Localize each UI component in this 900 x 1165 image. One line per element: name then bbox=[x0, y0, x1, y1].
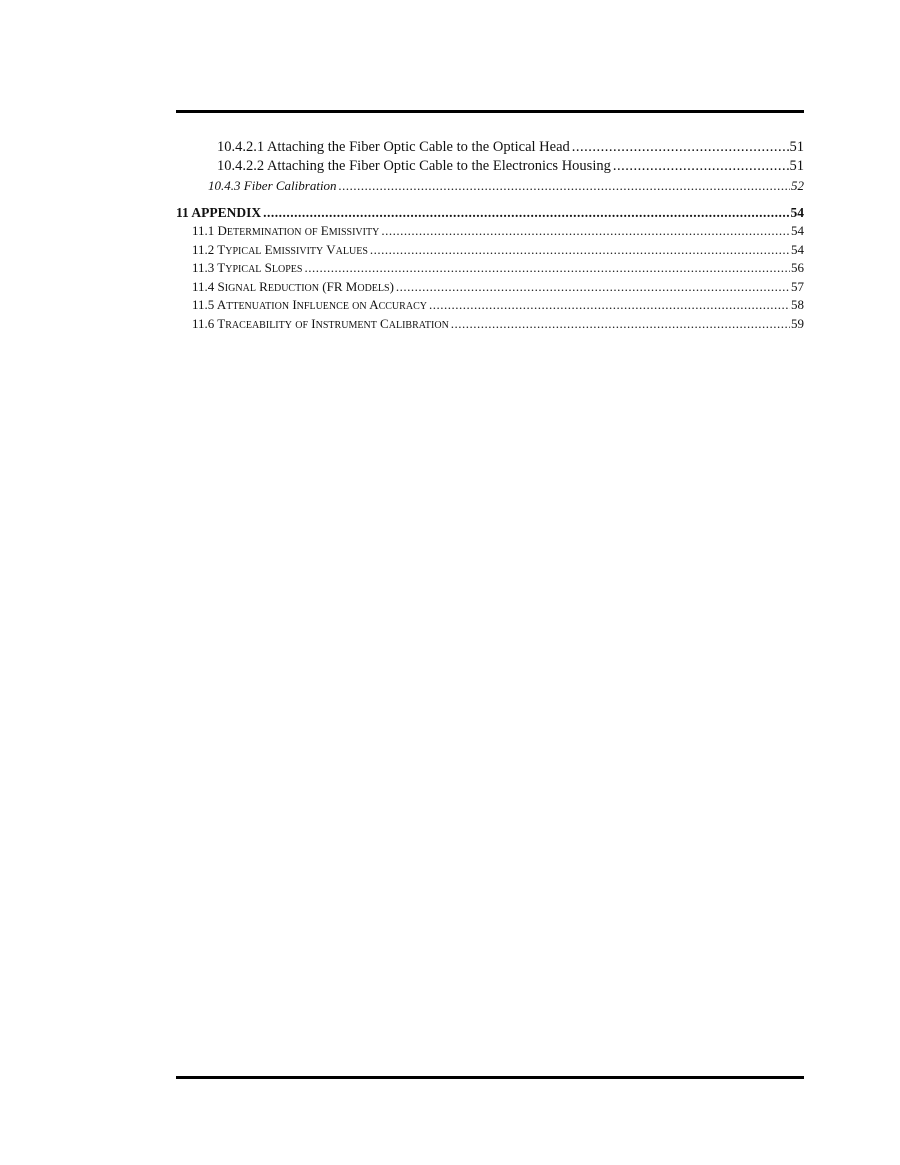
table-of-contents bbox=[176, 138, 804, 334]
toc-entry-page: 52 bbox=[791, 178, 804, 193]
toc-entry-11-4[interactable] bbox=[176, 278, 804, 297]
toc-entry-title-text: SIGNAL REDUCTION (FR MODELS) bbox=[217, 278, 394, 294]
toc-entry-title: 11.1 DETERMINATION OF EMISSIVITY bbox=[192, 223, 380, 238]
toc-entry-page: 51 bbox=[789, 139, 804, 155]
toc-entry-page: 51 bbox=[789, 158, 804, 174]
toc-entry-title: 10.4.2.1 Attaching the Fiber Optic Cable to the Optical Head bbox=[217, 139, 570, 155]
toc-entry-page: 58 bbox=[791, 297, 804, 313]
toc-entry-title: 10.4.2.2 Attaching the Fiber Optic Cable to the Electronics Housing bbox=[217, 158, 611, 174]
toc-entry-title-text: ATTENUATION INFLUENCE ON ACCURACY bbox=[216, 297, 427, 313]
dot-leader bbox=[396, 278, 790, 297]
toc-entry-title: 11.4 SIGNAL REDUCTION (FR MODELS) bbox=[192, 278, 394, 294]
toc-entry-title-text: TRACEABILITY OF INSTRUMENT CALIBRATION bbox=[217, 315, 449, 331]
dot-leader bbox=[263, 203, 789, 222]
toc-entry-title: 11 APPENDIX bbox=[176, 205, 262, 220]
toc-entry-title: 11.2 TYPICAL EMISSIVITY VALUES bbox=[192, 241, 368, 257]
toc-entry-page: 54 bbox=[791, 223, 804, 238]
dot-leader bbox=[304, 259, 790, 278]
toc-entry-title-text: DETERMINATION OF EMISSIVITY bbox=[217, 223, 380, 238]
toc-entry-page: 56 bbox=[791, 260, 804, 276]
toc-entry-title-text: TYPICAL SLOPES bbox=[217, 260, 303, 276]
toc-entry-page: 59 bbox=[791, 315, 804, 331]
toc-entry-page: 54 bbox=[791, 241, 804, 257]
toc-entry-10-4-3[interactable] bbox=[176, 176, 804, 195]
dot-leader bbox=[451, 315, 790, 334]
toc-entry-title: 11.6 TRACEABILITY OF INSTRUMENT CALIBRATION bbox=[192, 315, 449, 331]
dot-leader bbox=[370, 241, 790, 260]
toc-entry-11-1[interactable] bbox=[176, 222, 804, 241]
toc-entry-title: 10.4.3 Fiber Calibration bbox=[208, 178, 337, 193]
toc-entry-page: 54 bbox=[790, 205, 804, 220]
dot-leader bbox=[613, 157, 789, 176]
toc-entry-title: 11.5 ATTENUATION INFLUENCE ON ACCURACY bbox=[192, 297, 427, 313]
dot-leader bbox=[429, 296, 790, 315]
toc-entry-title-text: TYPICAL EMISSIVITY VALUES bbox=[217, 241, 368, 257]
toc-entry-11-2[interactable] bbox=[176, 241, 804, 260]
dot-leader bbox=[381, 222, 790, 241]
toc-entry-10-4-2-2[interactable] bbox=[176, 157, 804, 176]
dot-leader bbox=[339, 176, 790, 195]
dot-leader bbox=[572, 138, 789, 157]
toc-entry-11[interactable] bbox=[176, 203, 804, 222]
toc-entry-10-4-2-1[interactable] bbox=[176, 138, 804, 157]
toc-entry-11-6[interactable] bbox=[176, 315, 804, 334]
toc-entry-page: 57 bbox=[791, 278, 804, 294]
footer-rule bbox=[176, 1076, 804, 1079]
toc-entry-11-5[interactable] bbox=[176, 296, 804, 315]
toc-entry-title: 11.3 TYPICAL SLOPES bbox=[192, 260, 303, 276]
toc-entry-11-3[interactable] bbox=[176, 259, 804, 278]
header-rule bbox=[176, 110, 804, 113]
